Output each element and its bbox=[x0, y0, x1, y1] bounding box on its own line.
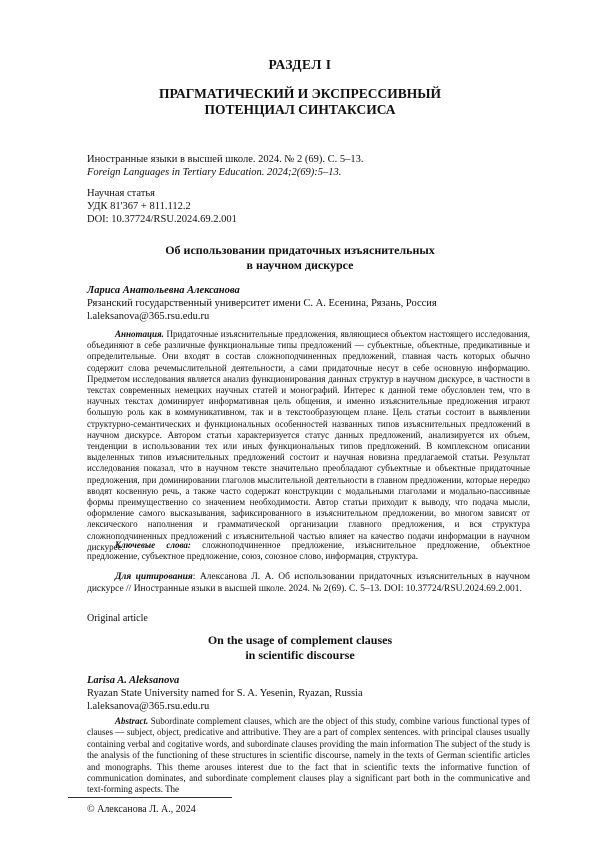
keywords-text: сложноподчиненное предложение, изъяснительное предложение, объектное предложение, субъектное предложение, союз, союзное слово, информация, структура. bbox=[87, 540, 530, 562]
udk: УДК 81'367 + 811.112.2 bbox=[87, 201, 191, 212]
copyright-note: © Алексанова Л. А., 2024 bbox=[87, 804, 196, 815]
author-email: l.aleksanova@365.rsu.edu.ru bbox=[87, 701, 210, 712]
section-title-line: ПОТЕНЦИАЛ СИНТАКСИСА bbox=[204, 102, 396, 117]
author-affiliation: Рязанский государственный университет имени С. А. Есенина, Рязань, Россия bbox=[87, 298, 437, 309]
abstract-label: Abstract. bbox=[115, 716, 149, 726]
article-type-ru: Научная статья bbox=[87, 188, 155, 199]
article-title-en bbox=[0, 633, 600, 662]
author-name: Лариса Анатольевна Алексанова bbox=[87, 285, 240, 296]
author-block-en bbox=[87, 674, 363, 713]
abstract-text: Subordinate complement clauses, which are the object of this study, combine various functional types of clauses — subject, object, predicative and attributive. They are a part of complex sentences. with principal clauses usually containing verbal and cogitative words, and subordinate clauses providing the main information The subject of the study is the analysis of the functioning of these structures in scientific discourse, namely in the texts of German scientific articles and monographs. This theme arouses interest due to the fact that in scientific texts the informative function of communication dominates, and subordinate complement clauses play a significant part both in the communicative and text-forming aspects. The bbox=[87, 716, 530, 795]
section-title-line: ПРАГМАТИЧЕСКИЙ И ЭКСПРЕССИВНЫЙ bbox=[158, 86, 442, 101]
abstract-ru bbox=[87, 329, 530, 553]
citation-ru bbox=[87, 571, 530, 595]
title-line: On the usage of complement clauses bbox=[207, 633, 393, 647]
publication-meta bbox=[87, 153, 364, 226]
title-line: in scientific discourse bbox=[245, 647, 355, 662]
author-name: Larisa A. Aleksanova bbox=[87, 675, 180, 686]
section-title bbox=[0, 86, 600, 118]
keywords-ru bbox=[87, 540, 530, 562]
keywords-label: Ключевые слова: bbox=[115, 540, 191, 550]
journal-ru: Иностранные языки в высшей школе. 2024. № 2 (69). С. 5–13. bbox=[87, 154, 364, 165]
journal-en: Foreign Languages in Tertiary Education. 2024;2(69):5–13. bbox=[87, 167, 342, 178]
footnote-divider bbox=[68, 797, 232, 798]
abstract-text: Придаточные изъяснительные предложения, являющиеся объектом настоящего исследования, объединяют в себе различные функциональные типы предложений — субъектные, объектные, предикативные и определительные. Они входят в состав сложноподчиненных предложений, главная часть которых обычно содержит слова речемыслительной деятельности, а сами придаточные несут в себе основную информацию. Предметом исследования является анализ функционирования данных структур в научном дискурсе, в частности в текстах современных немецких научных статей и монографий. Интерес к данной теме обусловлен тем, что в научных текстах доминирует информативная цель общения, и именно изъяснительные предложения играют большую роль как в коммуникативном, так и в текстообразующем плане. Цель статьи состоит в выявлении структурно-семантических и функциональных особенностей названных типов изъяснительных предложений в научном дискурсе. Автором статьи характеризуется статус данных предложений, анализируется их объем, тенденции в использовании тех или иных функциональных типов предложений. В комплексном описании выделенных типов изъяснительных предложений состоит и научная новизна предлагаемой статьи. Результат исследования показал, что в научном тексте значительно преобладают субъектные и объектные придаточные предложения, при доминировании глаголов мыслительной деятельности в главном предложении, которые нередко вводят косвенную речь, а также часто содержат конструкции с модальными глаголами и модально-пассивные формы преимущественно со значением необходимости. Автор статьи приходит к выводу, что подача мысли, оформление самого высказывания, зафиксированного в изъяснительном предложении, во многом зависят от лексического наполнения и грамматической организации главного предложения, и вся структура сложноподчиненных предложений с изъяснительной частью влияет на качество подачи информации в научном дискурсе. bbox=[87, 329, 530, 552]
author-block-ru bbox=[87, 284, 437, 323]
title-line: Об использовании придаточных изъяснительных bbox=[165, 243, 435, 257]
title-line: в научном дискурсе bbox=[246, 257, 354, 272]
article-type-en: Original article bbox=[87, 613, 148, 624]
author-email: l.aleksanova@365.rsu.edu.ru bbox=[87, 311, 210, 322]
citation-text: : Алексанова Л. А. Об использовании придаточных изъяснительных в научном дискурсе // Иностранные языки в высшей школе. 2024. № 2(69). С. 5–13. DOI: 10.37724/RSU.2024.69.2.001. bbox=[87, 572, 530, 594]
author-affiliation: Ryazan State University named for S. A. Yesenin, Ryazan, Russia bbox=[87, 688, 363, 699]
doi: DOI: 10.37724/RSU.2024.69.2.001 bbox=[87, 214, 237, 225]
abstract-label: Аннотация. bbox=[115, 329, 164, 339]
article-title-ru bbox=[0, 243, 600, 272]
citation-label: Для цитирования bbox=[115, 572, 193, 582]
abstract-en bbox=[87, 716, 530, 796]
section-label: РАЗДЕЛ I bbox=[268, 57, 332, 72]
